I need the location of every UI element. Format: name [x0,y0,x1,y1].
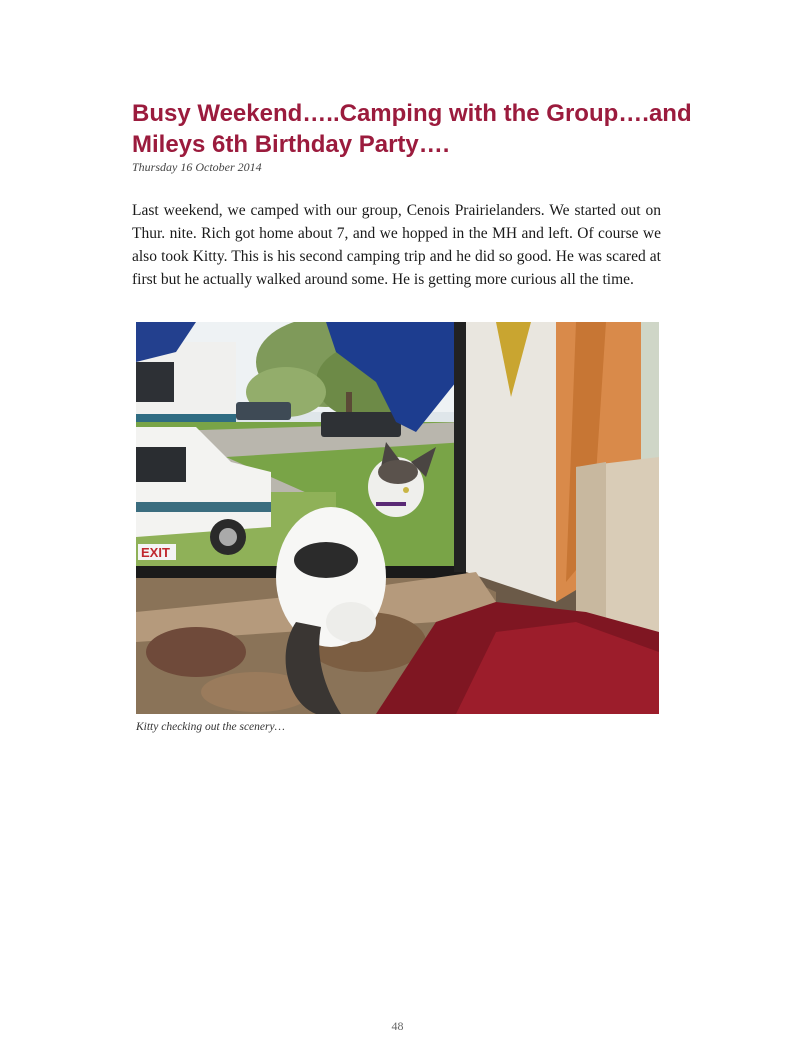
photo-caption: Kitty checking out the scenery… [136,721,285,733]
post-date: Thursday 16 October 2014 [132,160,262,174]
page-number: 48 [391,1019,404,1033]
exit-sign-text: EXIT [141,545,170,560]
post-title: Busy Weekend…..Camping with the Group….and Mileys 6th Birthday Party…. [132,100,692,158]
cat-photo [136,322,659,714]
post-body: Last weekend, we camped with our group, Cenois Prairielanders. We started out on Thur. nite. Rich got home about 7, and we hopped in the MH and left. Of course we also took Kitty. This is his second camping trip and he did so good. He was scared at first but he actually walked around some. He is getting more curious all the time. [132,202,661,288]
